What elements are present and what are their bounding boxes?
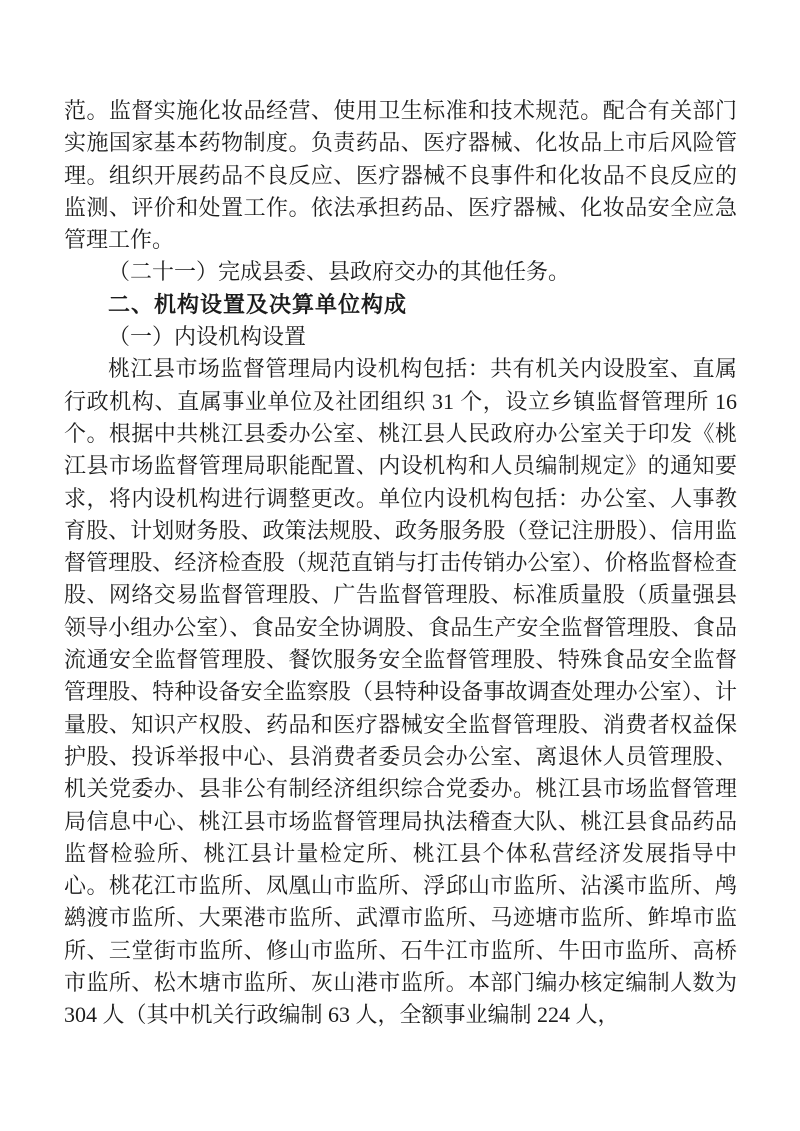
section-heading-organization-setup: 二、机构设置及决算单位构成 — [108, 291, 408, 317]
paragraph-item-twenty-one: （二十一）完成县委、县政府交办的其他任务。 — [108, 259, 571, 285]
paragraph-duties-continuation: 范。监督实施化妆品经营、使用卫生标准和技术规范。配合有关部门实施国家基本药物制度。负责药品、医疗器械、化妆品上市后风险管理。组织开展药品不良反应、医疗器械不良事件和化妆品不良反应的监测、评价和处置工作。依法承担药品、医疗器械、化妆品安全应急管理工作。 — [64, 98, 737, 253]
document-body — [64, 95, 737, 1032]
paragraph-internal-organization-detail: 桃江县市场监督管理局内设机构包括：共有机关内设股室、直属行政机构、直属事业单位及社团组织 31 个，设立乡镇监督管理所 16 个。根据中共桃江县委办公室、桃江县人民政府办公室关于印发《桃江县市场监督管理局职能配置、内设机构和人员编制规定》的通知要求，将内设机构进行调整更改。单位内设机构包括：办公室、人事教育股、计划财务股、政策法规股、政务服务股（登记注册股）、信用监督管理股、经济检查股（规范直销与打击传销办公室）、价格监督检查股、网络交易监督管理股、广告监督管理股、标准质量股（质量强县领导小组办公室）、食品安全协调股、食品生产安全监督管理股、食品流通安全监督管理股、餐饮服务安全监督管理股、特殊食品安全监督管理股、特种设备安全监察股（县特种设备事故调查处理办公室）、计量股、知识产权股、药品和医疗器械安全监督管理股、消费者权益保护股、投诉举报中心、县消费者委员会办公室、离退休人员管理股、机关党委办、县非公有制经济组织综合党委办。桃江县市场监督管理局信息中心、桃江县市场监督管理局执法稽查大队、桃江县食品药品监督检验所、桃江县计量检定所、桃江县个体私营经济发展指导中心。桃花江市监所、凤凰山市监所、浮邱山市监所、沾溪市监所、鸬鹚渡市监所、大栗港市监所、武潭市监所、马迹塘市监所、鲊埠市监所、三堂街市监所、修山市监所、石牛江市监所、牛田市监所、高桥市监所、松木塘市监所、灰山港市监所。本部门编办核定编制人数为 304 人（其中机关行政编制 63 人，全额事业编制 224 人， — [64, 356, 737, 1028]
subsection-heading-internal-organs: （一）内设机构设置 — [108, 324, 307, 350]
